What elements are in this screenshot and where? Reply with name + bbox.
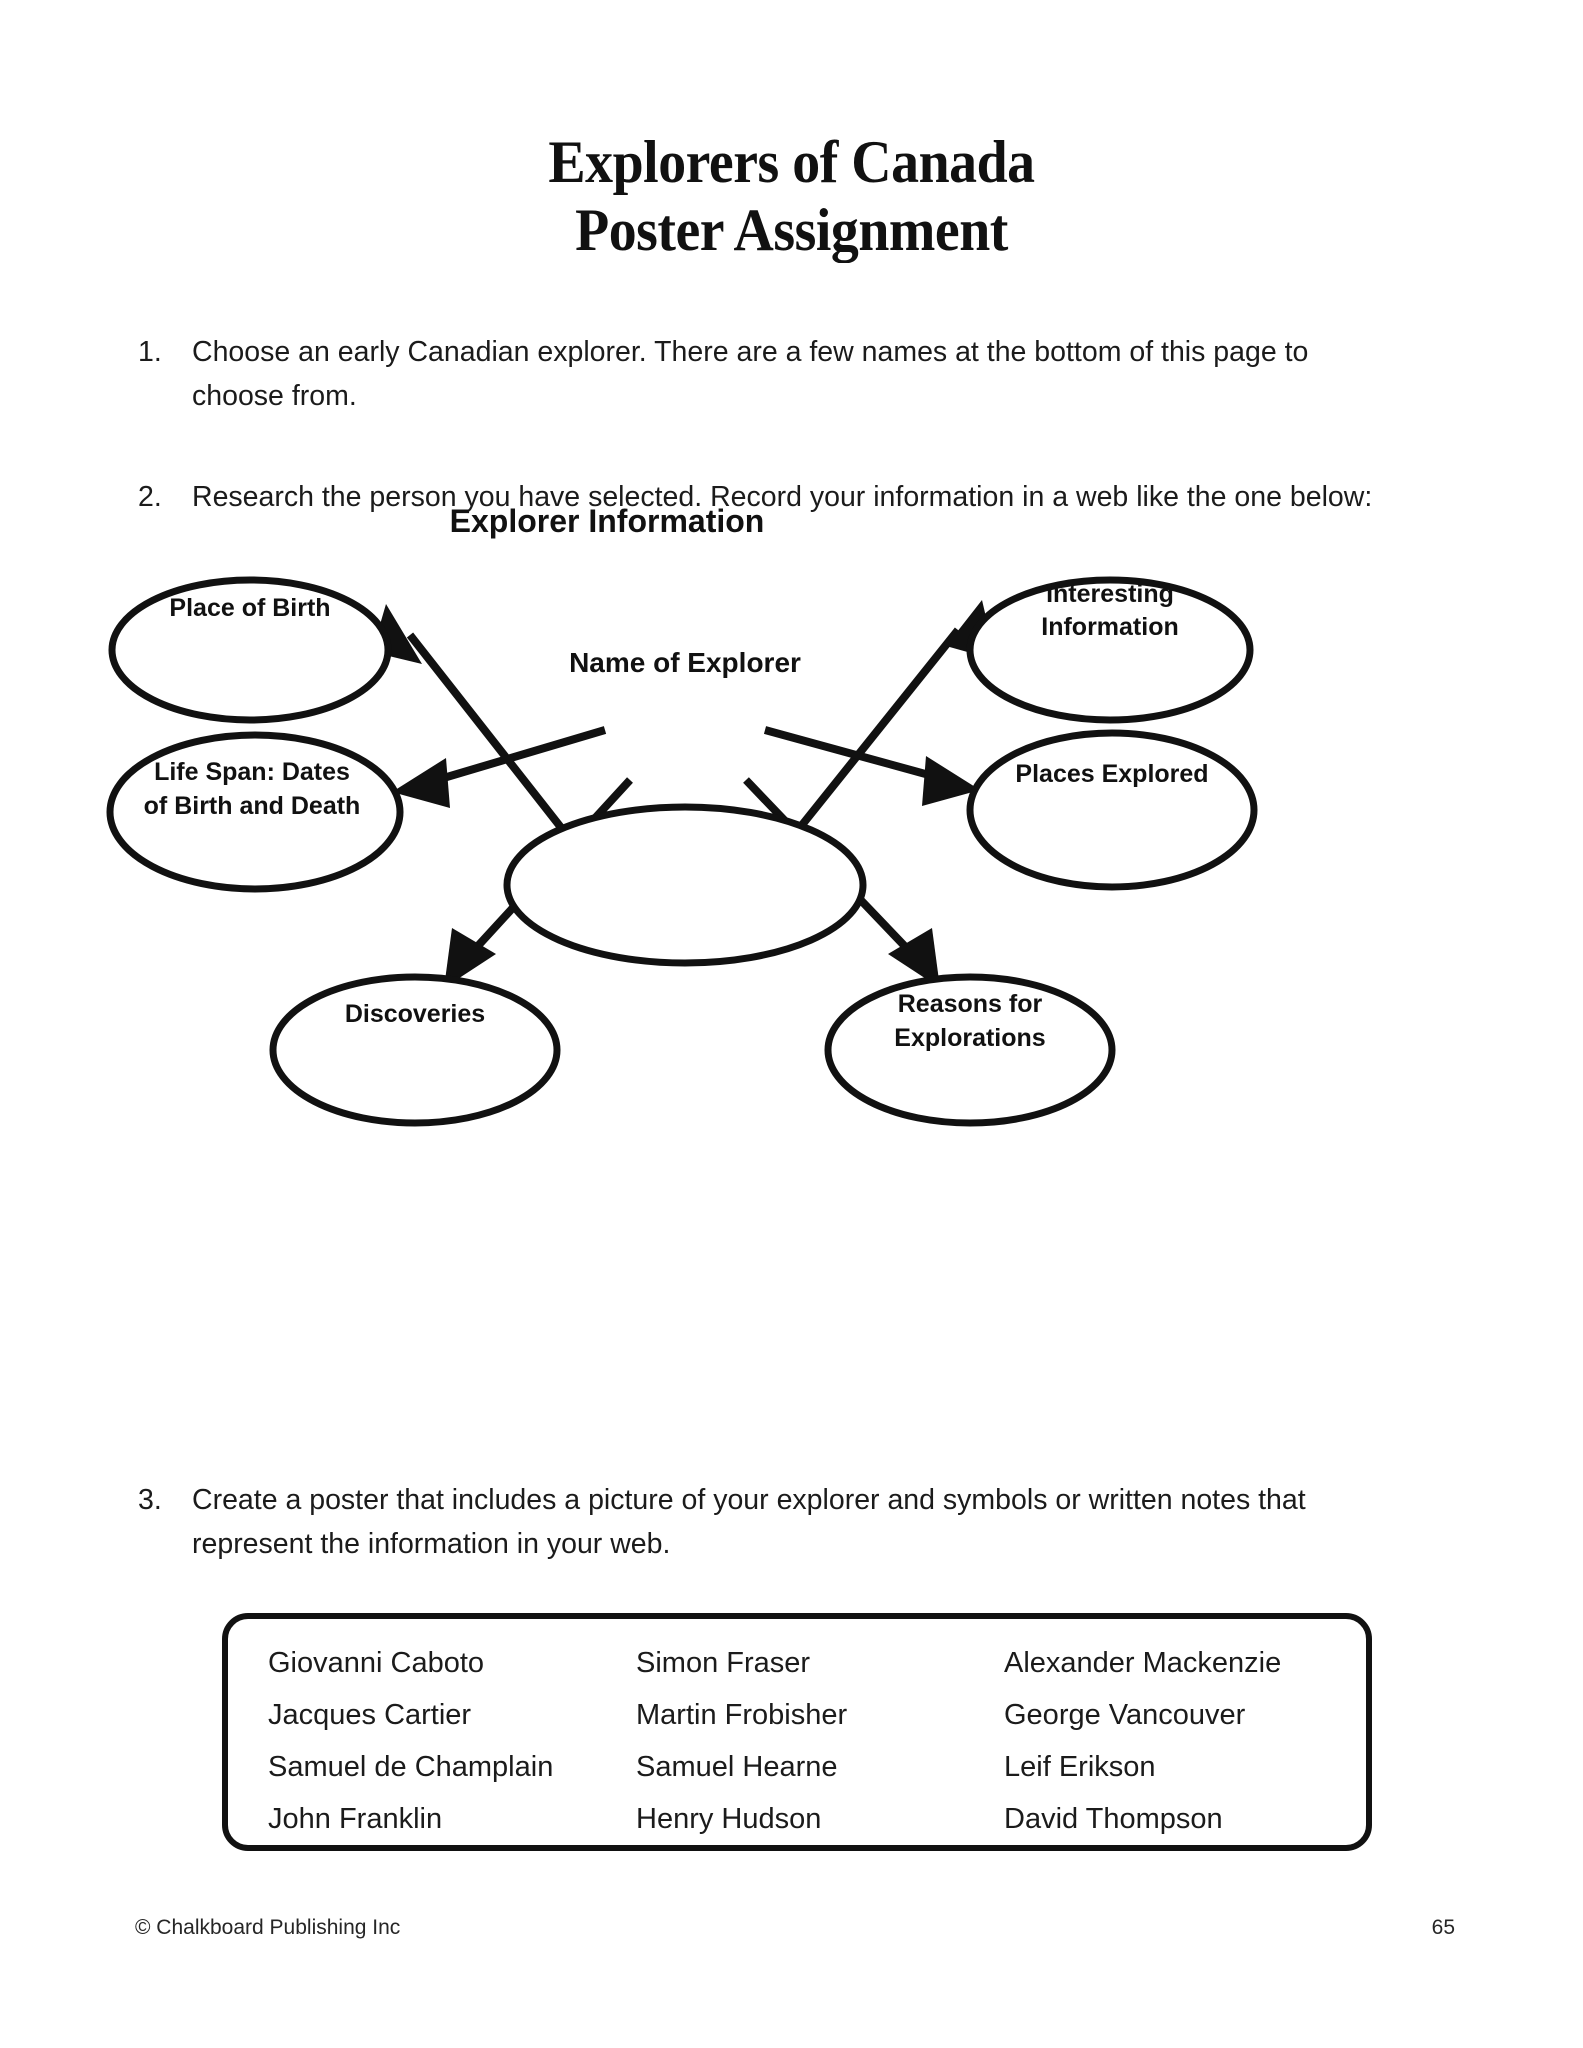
instruction-text-2: Research the person you have selected. Record your information in a web like the one below: (192, 481, 1373, 513)
instruction-item-2 (100, 475, 1430, 519)
page-title (0, 128, 1583, 264)
label-reasons-for-explorations-line2: Explorations (894, 1024, 1046, 1052)
explorer-names-box (222, 1613, 1372, 1851)
explorer-name: John Franklin (268, 1802, 443, 1835)
explorer-name: Samuel de Champlain (268, 1750, 554, 1783)
label-life-span-line2: of Birth and Death (143, 792, 361, 820)
label-places-explored: Places Explored (1015, 760, 1209, 788)
explorer-name: George Vancouver (1004, 1698, 1246, 1731)
label-reasons-for-explorations-line1: Reasons for (897, 990, 1043, 1018)
instruction-text-1: Choose an early Canadian explorer. There are a few names at the bottom of this page to choose from. (192, 336, 1309, 412)
label-interesting-information-line1: Interesting (1046, 580, 1174, 608)
explorer-name: Leif Erikson (1004, 1750, 1156, 1783)
instruction-number-2: 2. (138, 481, 162, 513)
instruction-text-3: Create a poster that includes a picture of your explorer and symbols or written notes that represent the information in your web. (192, 1484, 1306, 1560)
copyright-notice: © Chalkboard Publishing Inc (135, 1916, 401, 1939)
explorer-name: David Thompson (1004, 1802, 1223, 1835)
explorer-names-grid (268, 1637, 1338, 1845)
instruction-item-3 (100, 1478, 1430, 1566)
explorer-name: Samuel Hearne (636, 1750, 838, 1783)
label-life-span-line1: Life Span: Dates (154, 758, 350, 786)
title-line-2: Poster Assignment (575, 197, 1008, 263)
explorer-information-web-diagram (110, 503, 1470, 1460)
web-heading: Explorer Information (449, 503, 765, 539)
title-line-1: Explorers of Canada (548, 129, 1035, 195)
web-diagram-svg (110, 503, 1470, 1460)
node-discoveries (273, 977, 557, 1123)
explorer-name: Martin Frobisher (636, 1698, 848, 1731)
label-name-of-explorer: Name of Explorer (569, 647, 801, 678)
page-number: 65 (1431, 1916, 1455, 1939)
node-places-explored (970, 733, 1254, 887)
page-footer (135, 1916, 1455, 1940)
instruction-item-1 (100, 330, 1390, 418)
instruction-number-1: 1. (138, 336, 162, 368)
explorer-name: Henry Hudson (636, 1802, 822, 1835)
explorer-name: Alexander Mackenzie (1004, 1646, 1282, 1679)
label-place-of-birth: Place of Birth (169, 594, 331, 622)
instruction-number-3: 3. (138, 1484, 162, 1516)
node-name-of-explorer (507, 807, 863, 963)
label-interesting-information-line2: Information (1041, 613, 1179, 641)
label-discoveries: Discoveries (344, 1000, 486, 1028)
explorer-name: Jacques Cartier (268, 1698, 472, 1731)
explorer-name: Giovanni Caboto (268, 1646, 485, 1679)
explorer-name: Simon Fraser (636, 1646, 811, 1679)
